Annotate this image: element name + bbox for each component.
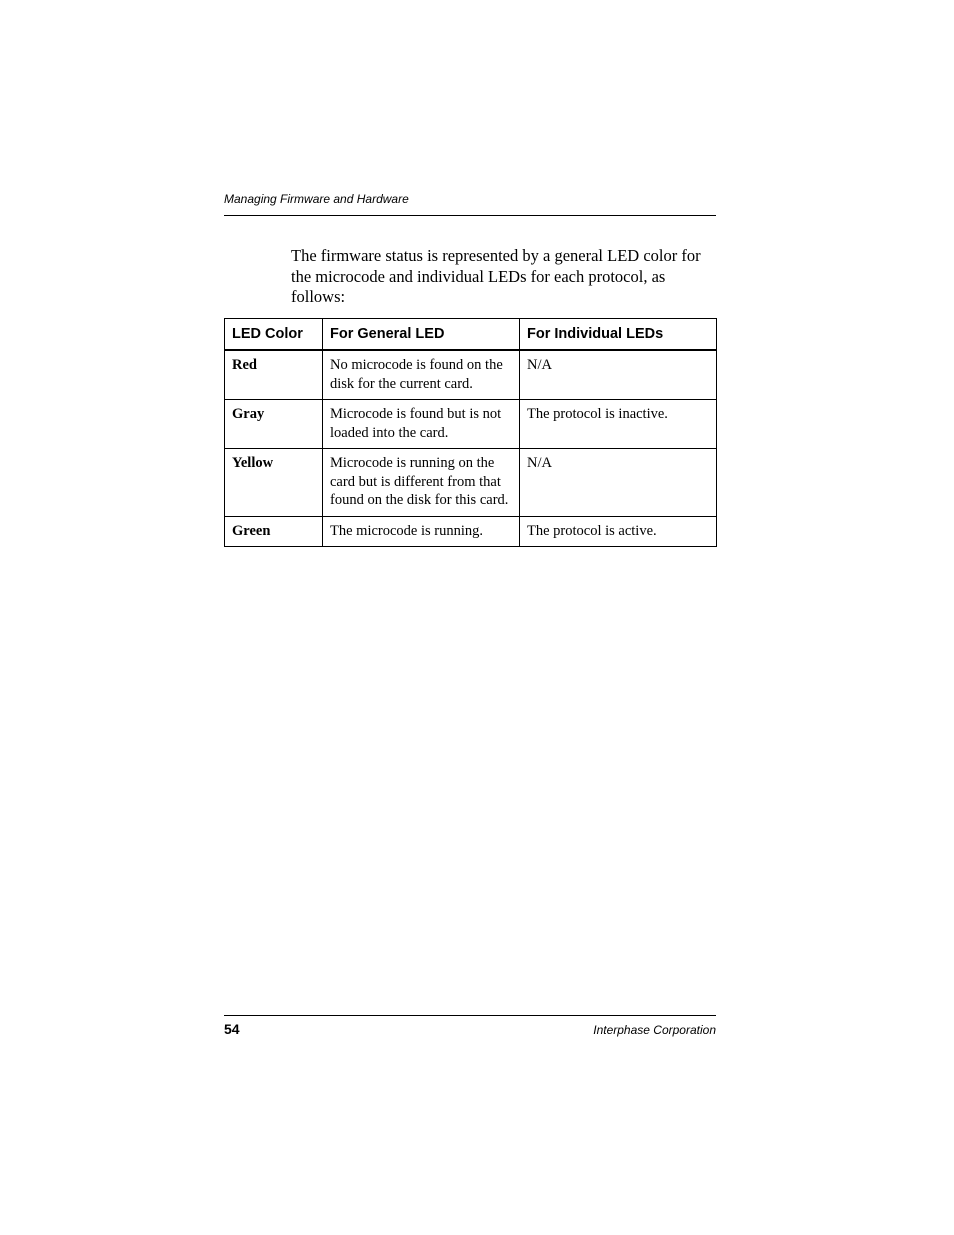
general-led-cell: Microcode is running on the card but is different from that found on the disk for this card. (323, 449, 520, 517)
led-color-cell: Red (225, 350, 323, 400)
intro-paragraph: The firmware status is represented by a general LED color for the microcode and individual LEDs for each protocol, as follows: (291, 246, 701, 306)
table-row (225, 449, 717, 517)
individual-led-cell: N/A (520, 449, 717, 517)
general-led-cell: The microcode is running. (323, 516, 520, 547)
led-color-cell: Green (225, 516, 323, 547)
individual-led-cell: N/A (520, 350, 717, 400)
header-led-color: LED Color (225, 319, 323, 351)
footer-rule (224, 1015, 716, 1016)
table-row (225, 400, 717, 449)
individual-led-cell: The protocol is inactive. (520, 400, 717, 449)
company-name: Interphase Corporation (593, 1023, 716, 1037)
general-led-cell: No microcode is found on the disk for the current card. (323, 350, 520, 400)
led-status-table (224, 318, 717, 547)
header-individual-leds: For Individual LEDs (520, 319, 717, 351)
individual-led-cell: The protocol is active. (520, 516, 717, 547)
running-header: Managing Firmware and Hardware (224, 192, 409, 206)
table-header-row (225, 319, 717, 351)
table-row (225, 350, 717, 400)
led-color-cell: Gray (225, 400, 323, 449)
page-number: 54 (224, 1021, 240, 1037)
header-rule (224, 215, 716, 216)
led-color-cell: Yellow (225, 449, 323, 517)
header-general-led: For General LED (323, 319, 520, 351)
general-led-cell: Microcode is found but is not loaded into the card. (323, 400, 520, 449)
table-row (225, 516, 717, 547)
